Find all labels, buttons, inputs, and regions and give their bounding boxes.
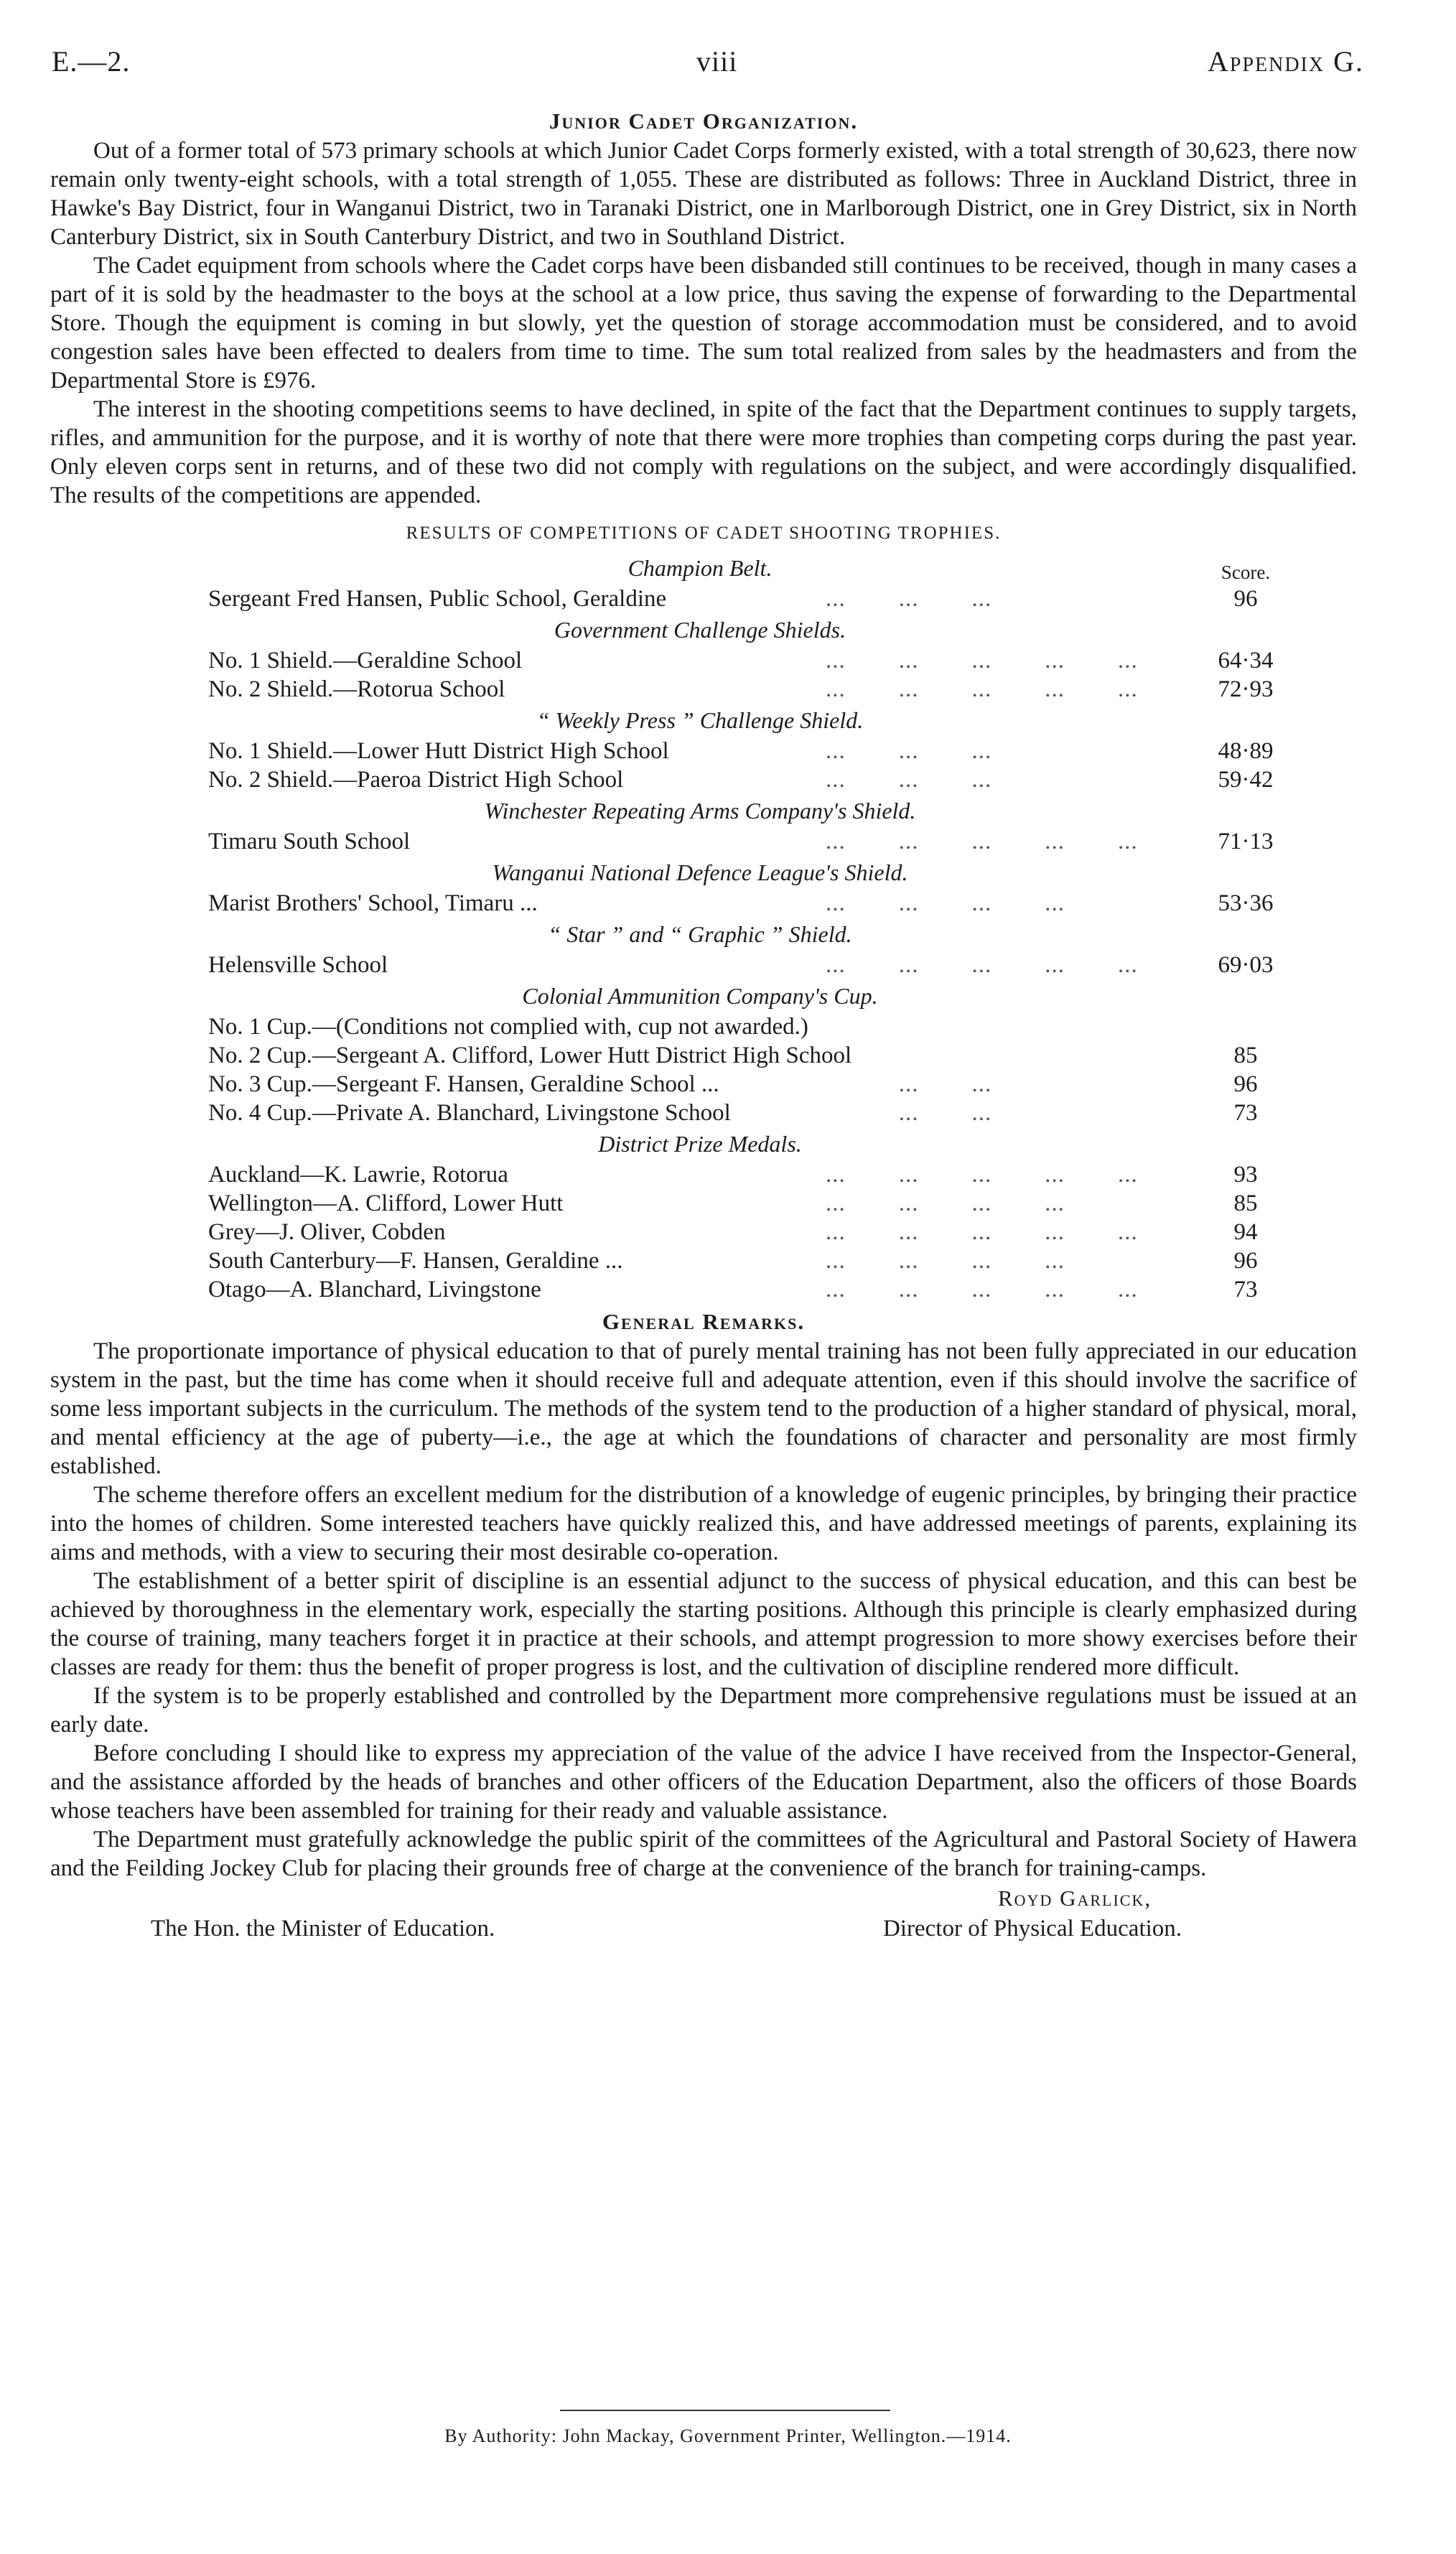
leader-dots: ... ...	[826, 1071, 992, 1097]
result-row	[208, 827, 1299, 856]
paragraph: Out of a former total of 573 primary schools at which Junior Cadet Corps formerly existed, with a total strength of 30,623, there now remain only twenty-eight schools, with a total strength of 1,055. These are distributed as follows: Three in Auckland District, three in Hawke's Bay District, four in Wanganui District, two in Taranaki District, one in Marlborough District, one in Grey District, six in North Canterbury District, six in South Canterbury District, and two in Southland District.	[50, 138, 1357, 250]
score-value: 69·03	[1218, 952, 1274, 978]
paragraph: The interest in the shooting competitions seems to have declined, in spite of the fact that the Department continues to supply targets, rifles, and ammunition for the purpose, and it is worthy of note that there were more trophies than competing corps during the past year. Only eleven corps sent in returns, and of these two did not comply with regulations on the subject, and were accordingly disqualified. The results of the competitions are appended.	[50, 396, 1357, 508]
result-row	[208, 951, 1299, 979]
score-value: 96	[1233, 586, 1258, 612]
result-row	[208, 1275, 1299, 1304]
leader-dots: ... ... ... ... ...	[826, 1277, 1138, 1302]
competitor-name: No. 4 Cup.—Private A. Blanchard, Livingstone School	[208, 1100, 731, 1126]
competitor-name: No. 2 Cup.—Sergeant A. Clifford, Lower Hutt District High School	[208, 1043, 852, 1068]
competitor-name: No. 3 Cup.—Sergeant F. Hansen, Geraldine School ...	[208, 1071, 719, 1097]
paragraph: The Department must gratefully acknowledge the public spirit of the committees of the Agricultural and Pastoral Society of Hawera and the Feilding Jockey Club for placing their grounds free of charge at the convenience of the branch for training-camps.	[50, 1827, 1357, 1881]
trophy-category	[208, 704, 1299, 737]
result-row	[208, 1041, 1299, 1070]
paragraph: Before concluding I should like to express my appreciation of the value of the advice I have received from the Inspector-General, and the assistance afforded by the heads of branches and other officers of the Education Department, also the officers of those Boards whose teachers have been assembled for training for their ready and valuable assistance.	[50, 1740, 1357, 1824]
leader-dots: ... ... ... ... ...	[826, 1219, 1138, 1245]
competitor-name: South Canterbury—F. Hansen, Geraldine ...	[208, 1248, 623, 1274]
header-reference: E.—2.	[52, 45, 131, 78]
trophy-category	[208, 794, 1299, 827]
competitor-name: Otago—A. Blanchard, Livingstone	[208, 1277, 541, 1302]
competitor-name: Grey—J. Oliver, Cobden	[208, 1219, 446, 1245]
trophy-category	[208, 551, 1299, 584]
leader-dots: ... ...	[826, 1100, 992, 1126]
score-value: 85	[1233, 1043, 1258, 1068]
general-remarks-heading: General Remarks.	[602, 1309, 806, 1334]
paragraph: The scheme therefore offers an excellent medium for the distribution of a knowledge of eugenic principles, by bringing their practice into the homes of children. Some interested teachers have quickly realized this, and have addressed meetings of parents, explaining its aims and methods, with a view to securing their most desirable co-operation.	[50, 1482, 1357, 1565]
competitor-name: No. 1 Shield.—Lower Hutt District High School	[208, 738, 669, 764]
leader-dots: ... ... ... ... ...	[826, 829, 1138, 854]
score-column-header: Score.	[1221, 561, 1271, 583]
competitor-name: Marist Brothers' School, Timaru ...	[208, 890, 538, 916]
leader-dots: ... ... ... ... ...	[826, 648, 1138, 674]
competitor-name: No. 2 Shield.—Paeroa District High School	[208, 767, 624, 793]
header-page-number: viii	[696, 45, 738, 78]
score-value: 64·34	[1218, 648, 1274, 674]
result-row	[208, 1070, 1299, 1099]
printer-imprint: By Authority: John Mackay, Government Printer, Wellington.—1914.	[444, 2425, 1012, 2446]
trophy-title: District Prize Medals.	[598, 1131, 802, 1157]
signature-block	[50, 1884, 1357, 1953]
leader-dots: ... ... ... ... ...	[826, 1162, 1138, 1188]
competitor-name: No. 1 Shield.—Geraldine School	[208, 648, 523, 674]
competitor-name: Wellington—A. Clifford, Lower Hutt	[208, 1190, 564, 1216]
leader-dots: ... ... ... ...	[826, 1190, 1065, 1216]
score-value: 53·36	[1218, 890, 1274, 916]
trophy-title: Winchester Repeating Arms Company's Shield.	[484, 798, 916, 824]
signatory-title: Director of Physical Education.	[883, 1916, 1182, 1942]
trophy-title: “ Weekly Press ” Challenge Shield.	[536, 707, 864, 733]
competitor-name: Sergeant Fred Hansen, Public School, Geraldine	[208, 586, 667, 612]
score-value: 59·42	[1218, 767, 1274, 793]
score-value: 48·89	[1218, 738, 1274, 764]
trophy-title: “ Star ” and “ Graphic ” Shield.	[548, 921, 852, 947]
result-row	[208, 1189, 1299, 1218]
trophy-category	[208, 856, 1299, 889]
paragraph: The proportionate importance of physical education to that of purely mental training has not been fully appreciated in our education system in the past, but the time has come when it should receive full and adequate attention, even if this should involve the sacrifice of some less important subjects in the curriculum. The methods of the system tend to the production of a higher standard of physical, moral, and mental efficiency at the age of puberty—i.e., the age at which the foundations of character and personality are most firmly established.	[50, 1338, 1357, 1479]
result-row	[208, 1218, 1299, 1246]
header-appendix: Appendix G.	[1207, 45, 1364, 78]
trophy-category	[208, 918, 1299, 951]
score-value: 96	[1233, 1071, 1258, 1097]
competitor-name: Helensville School	[208, 952, 388, 978]
results-heading: RESULTS OF COMPETITIONS OF CADET SHOOTING TROPHIES.	[406, 523, 1002, 543]
leader-dots: ... ... ... ... ...	[826, 952, 1138, 978]
score-value: 96	[1233, 1248, 1258, 1274]
document-body	[50, 106, 1357, 1953]
paragraph: The establishment of a better spirit of discipline is an essential adjunct to the success of physical education, and this can best be achieved by thoroughness in the elementary work, especially the starting positions. Although this principle is clearly emphasized during the course of training, many teachers forget it in practice at their schools, and attempt progression to more showy exercises before their classes are ready for them: thus the benefit of proper progress is lost, and the cultivation of discipline rendered more difficult.	[50, 1568, 1357, 1680]
leader-dots: ... ... ... ... ...	[826, 676, 1138, 702]
score-value: 94	[1233, 1219, 1258, 1245]
result-row	[208, 1246, 1299, 1275]
competitor-name: No. 1 Cup.—(Conditions not complied with, cup not awarded.)	[208, 1014, 808, 1040]
result-row	[208, 889, 1299, 918]
trophy-title: Champion Belt.	[627, 555, 773, 581]
footer-rule	[560, 2410, 890, 2411]
leader-dots: ... ... ...	[826, 586, 992, 612]
result-row	[208, 1012, 1299, 1041]
trophy-title: Wanganui National Defence League's Shield.	[492, 859, 908, 885]
score-value: 71·13	[1218, 829, 1274, 854]
leader-dots: ... ... ...	[826, 738, 992, 764]
leader-dots: ... ... ...	[826, 767, 992, 793]
paragraph: The Cadet equipment from schools where the Cadet corps have been disbanded still continues to be received, though in many cases a part of it is sold by the headmaster to the boys at the school at a low price, thus saving the expense of forwarding to the Departmental Store. Though the equipment is coming in but slowly, yet the question of storage accommodation must be considered, and to avoid congestion sales have been effected to dealers from time to time. The sum total realized from sales by the headmasters and from the Departmental Store is £976.	[50, 253, 1357, 393]
trophy-title: Government Challenge Shields.	[554, 617, 846, 643]
trophy-title: Colonial Ammunition Company's Cup.	[522, 983, 878, 1009]
result-row	[208, 737, 1299, 765]
junior-cadet-heading: Junior Cadet Organization.	[549, 108, 859, 134]
competitor-name: No. 2 Shield.—Rotorua School	[208, 676, 505, 702]
result-row	[208, 646, 1299, 675]
trophy-category	[208, 979, 1299, 1012]
result-row	[208, 765, 1299, 794]
score-value: 85	[1233, 1190, 1258, 1216]
leader-dots: ... ... ... ...	[826, 1248, 1065, 1274]
result-row	[208, 1099, 1299, 1127]
score-value: 73	[1233, 1277, 1258, 1302]
competitor-name: Timaru South School	[208, 829, 411, 854]
score-value: 93	[1233, 1162, 1258, 1188]
trophy-category	[208, 1127, 1299, 1160]
results-table	[208, 551, 1299, 1304]
signatory-name: Royd Garlick,	[998, 1886, 1152, 1911]
trophy-category	[208, 613, 1299, 646]
competitor-name: Auckland—K. Lawrie, Rotorua	[208, 1162, 508, 1188]
result-row	[208, 675, 1299, 704]
addressee: The Hon. the Minister of Education.	[151, 1916, 495, 1942]
leader-dots: ... ... ... ...	[826, 890, 1065, 916]
score-value: 72·93	[1218, 676, 1274, 702]
score-value: 73	[1233, 1100, 1258, 1126]
paragraph: If the system is to be properly established and controlled by the Department more comprehensive regulations must be issued at an early date.	[50, 1683, 1357, 1738]
result-row	[208, 1160, 1299, 1189]
result-row	[208, 584, 1299, 613]
